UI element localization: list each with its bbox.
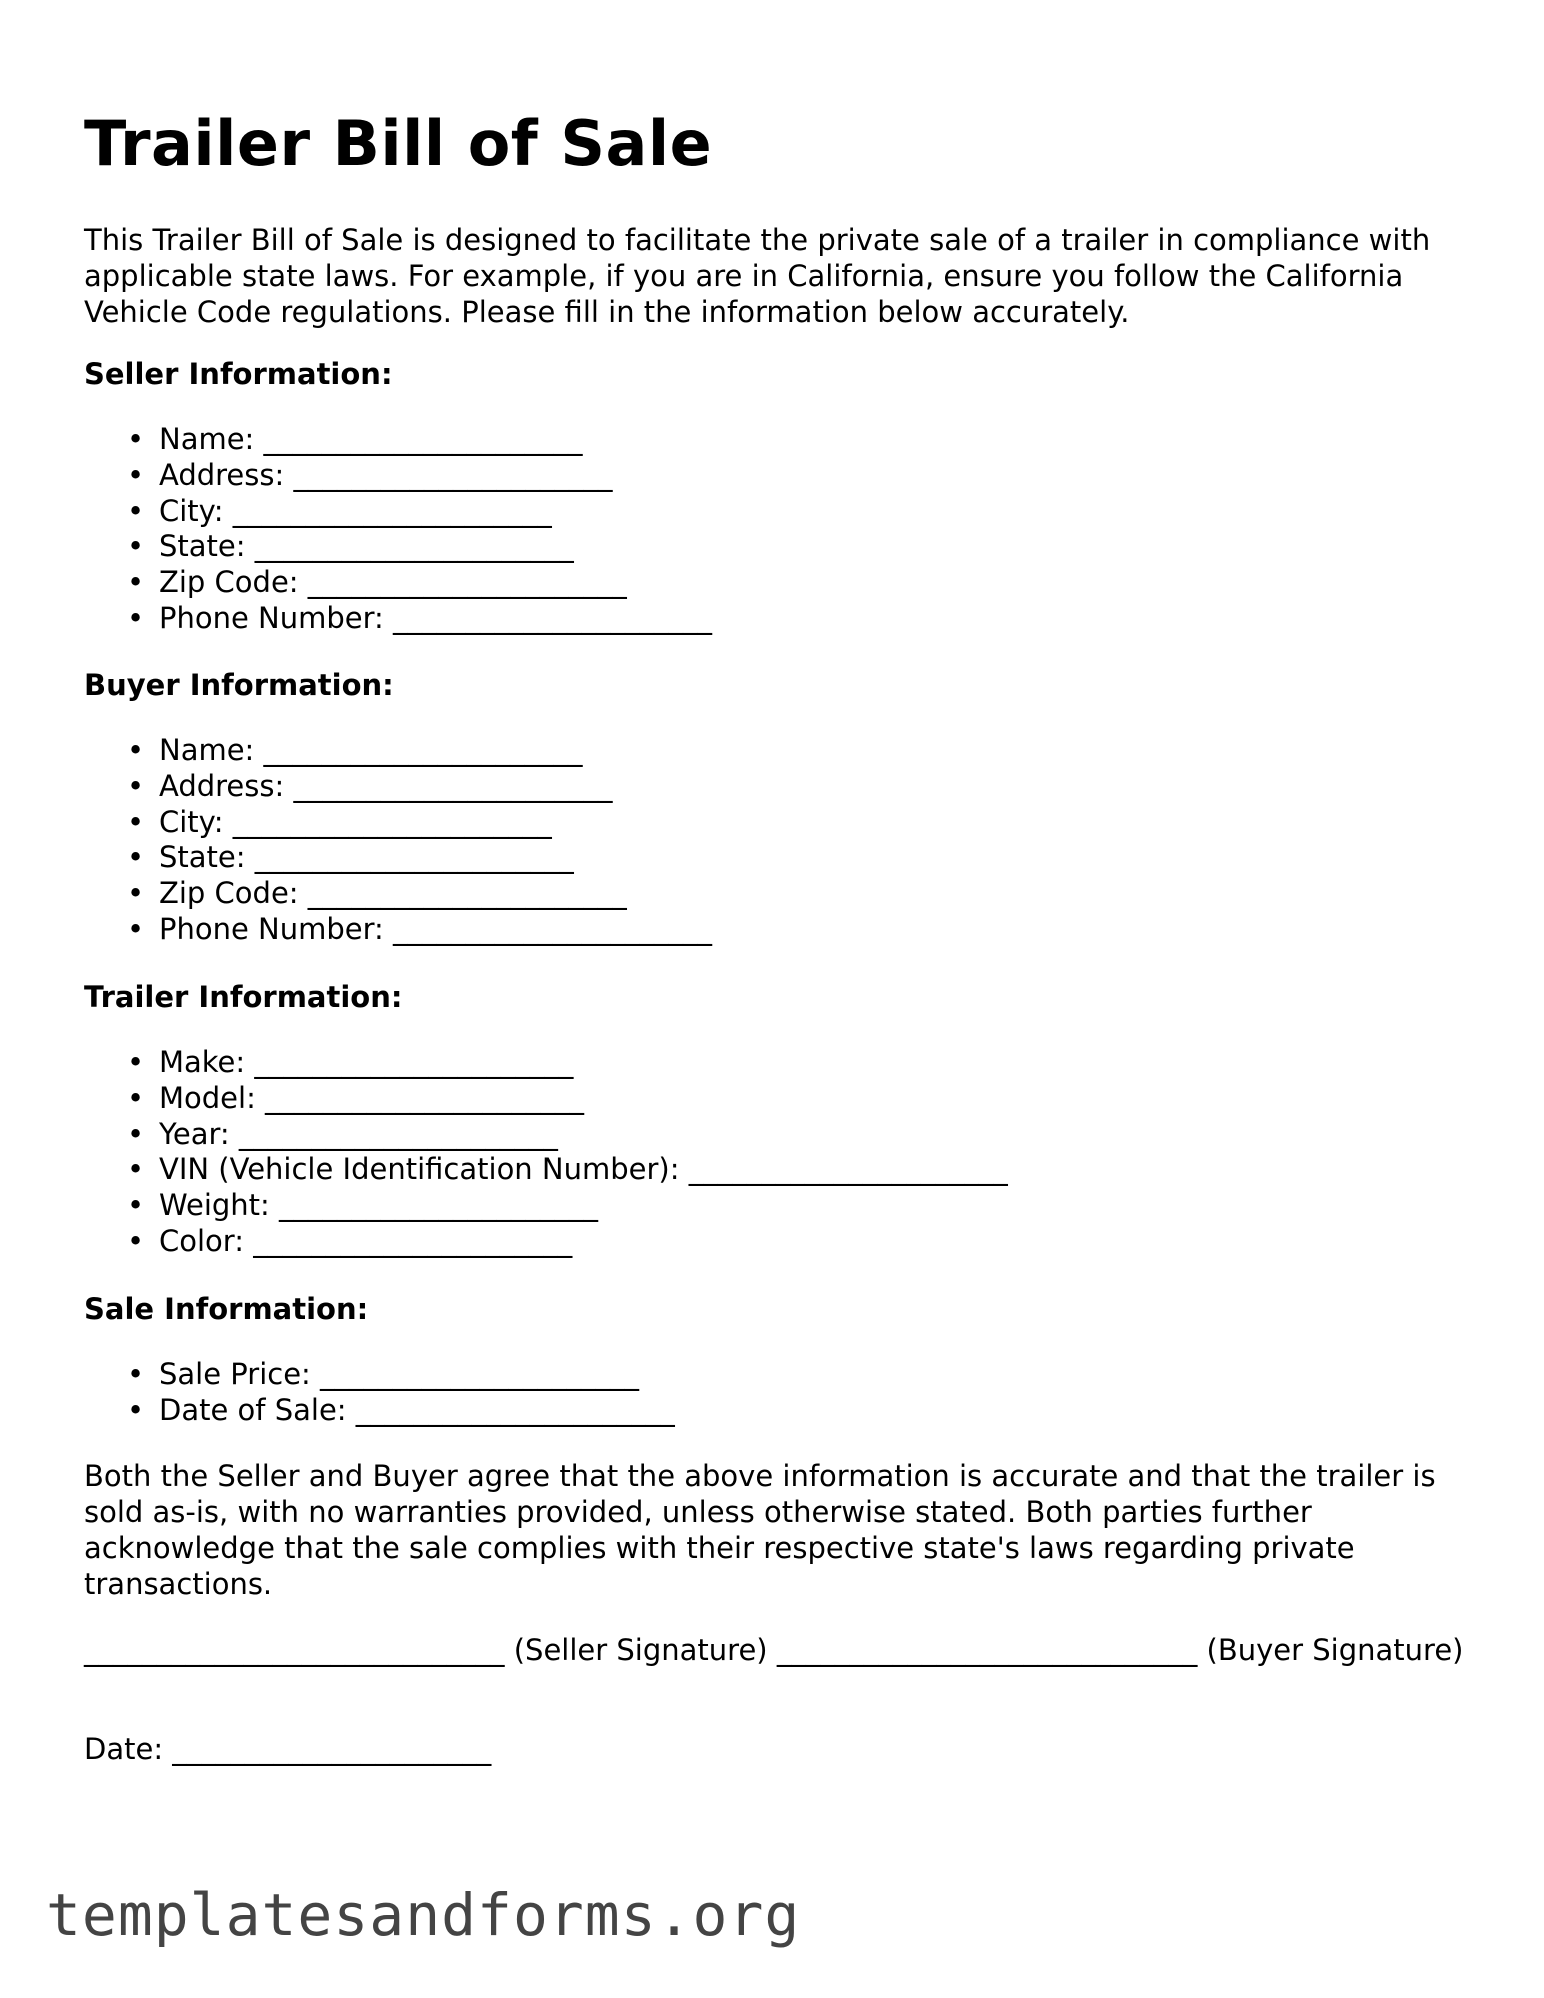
bullet-icon: • bbox=[127, 1045, 145, 1079]
field-label: Address: ______________________ bbox=[159, 768, 613, 803]
buyer-zip-field[interactable] bbox=[127, 876, 1464, 912]
bullet-icon: • bbox=[127, 1392, 145, 1427]
bullet-icon: • bbox=[127, 1116, 145, 1151]
bullet-icon: • bbox=[127, 565, 145, 600]
bullet-icon: • bbox=[127, 422, 145, 456]
seller-heading: Seller Information: bbox=[84, 357, 393, 391]
buyer-phone-field[interactable] bbox=[127, 911, 1464, 948]
seller-field-list bbox=[84, 422, 1464, 637]
seller-state-field[interactable] bbox=[127, 529, 1464, 565]
field-label: Color: ______________________ bbox=[159, 1223, 573, 1258]
seller-name-field[interactable] bbox=[127, 422, 1464, 458]
bullet-icon: • bbox=[127, 600, 145, 635]
agreement-paragraph: Both the Seller and Buyer agree that the above information is accurate and that the trailer is sold as-is, with no warranties provided, unless otherwise stated. Both parties further acknowledge that the sale complies with their respective state's laws regarding private transactions. bbox=[84, 1459, 1436, 1601]
sale-field-list bbox=[84, 1357, 1464, 1429]
document-title: Trailer Bill of Sale bbox=[84, 107, 713, 180]
trailer-heading: Trailer Information: bbox=[84, 980, 403, 1014]
bullet-icon: • bbox=[127, 768, 145, 803]
field-label: Model: ______________________ bbox=[159, 1080, 585, 1115]
field-label: Zip Code: ______________________ bbox=[159, 565, 627, 600]
bullet-icon: • bbox=[127, 1080, 145, 1115]
trailer-year-field[interactable] bbox=[127, 1116, 1464, 1153]
bullet-icon: • bbox=[127, 1188, 145, 1223]
trailer-weight-field[interactable] bbox=[127, 1188, 1464, 1224]
bullet-icon: • bbox=[127, 1152, 145, 1187]
trailer-field-list bbox=[84, 1045, 1464, 1260]
signature-date-field[interactable]: Date: ______________________ bbox=[84, 1732, 492, 1766]
seller-city-field[interactable] bbox=[127, 493, 1464, 530]
trailer-vin-field[interactable] bbox=[127, 1152, 1464, 1188]
field-label: Make: ______________________ bbox=[159, 1045, 574, 1079]
bullet-icon: • bbox=[127, 876, 145, 911]
seller-address-field[interactable] bbox=[127, 457, 1464, 494]
field-label: City: ______________________ bbox=[159, 493, 552, 528]
field-label: State: ______________________ bbox=[159, 529, 574, 564]
field-label: Phone Number: ______________________ bbox=[159, 600, 713, 635]
field-label: Zip Code: ______________________ bbox=[159, 876, 627, 911]
bullet-icon: • bbox=[127, 840, 145, 875]
trailer-color-field[interactable] bbox=[127, 1223, 1464, 1260]
field-label: Date of Sale: ______________________ bbox=[159, 1392, 675, 1427]
buyer-address-field[interactable] bbox=[127, 768, 1464, 805]
buyer-name-field[interactable] bbox=[127, 733, 1464, 769]
buyer-heading: Buyer Information: bbox=[84, 668, 394, 702]
buyer-city-field[interactable] bbox=[127, 804, 1464, 841]
bullet-icon: • bbox=[127, 733, 145, 767]
field-label: City: ______________________ bbox=[159, 804, 552, 839]
trailer-model-field[interactable] bbox=[127, 1080, 1464, 1117]
field-label: VIN (Vehicle Identification Number): ______________________ bbox=[159, 1152, 1008, 1187]
field-label: State: ______________________ bbox=[159, 840, 574, 875]
field-label: Sale Price: ______________________ bbox=[159, 1357, 640, 1391]
seller-phone-field[interactable] bbox=[127, 600, 1464, 637]
bullet-icon: • bbox=[127, 529, 145, 564]
bullet-icon: • bbox=[127, 911, 145, 946]
seller-zip-field[interactable] bbox=[127, 565, 1464, 601]
field-label: Address: ______________________ bbox=[159, 457, 613, 492]
sale-price-field[interactable] bbox=[127, 1357, 1464, 1393]
field-label: Name: ______________________ bbox=[159, 422, 583, 456]
intro-paragraph: This Trailer Bill of Sale is designed to facilitate the private sale of a trailer in compliance with applicable state laws. For example, if you are in California, ensure you follow the California Vehicle Code regulations. Please fill in the information below accurately. bbox=[84, 223, 1431, 329]
bullet-icon: • bbox=[127, 804, 145, 839]
sale-section bbox=[84, 1291, 1464, 1429]
bullet-icon: • bbox=[127, 1357, 145, 1391]
field-label: Year: ______________________ bbox=[159, 1116, 558, 1151]
trailer-make-field[interactable] bbox=[127, 1045, 1464, 1081]
field-label: Weight: ______________________ bbox=[159, 1188, 599, 1223]
trailer-section bbox=[84, 979, 1464, 1260]
sale-heading: Sale Information: bbox=[84, 1292, 369, 1326]
signature-lines[interactable]: _____________________________ (Seller Signature) _____________________________ (Buyer Signature) bbox=[84, 1633, 1464, 1667]
field-label: Phone Number: ______________________ bbox=[159, 911, 713, 946]
bullet-icon: • bbox=[127, 493, 145, 528]
watermark-text: templatesandforms.org bbox=[46, 1881, 801, 1949]
bullet-icon: • bbox=[127, 1223, 145, 1258]
sale-date-field[interactable] bbox=[127, 1392, 1464, 1429]
seller-section bbox=[84, 356, 1464, 637]
buyer-state-field[interactable] bbox=[127, 840, 1464, 876]
buyer-section bbox=[84, 667, 1464, 948]
buyer-field-list bbox=[84, 733, 1464, 948]
bullet-icon: • bbox=[127, 457, 145, 492]
field-label: Name: ______________________ bbox=[159, 733, 583, 767]
